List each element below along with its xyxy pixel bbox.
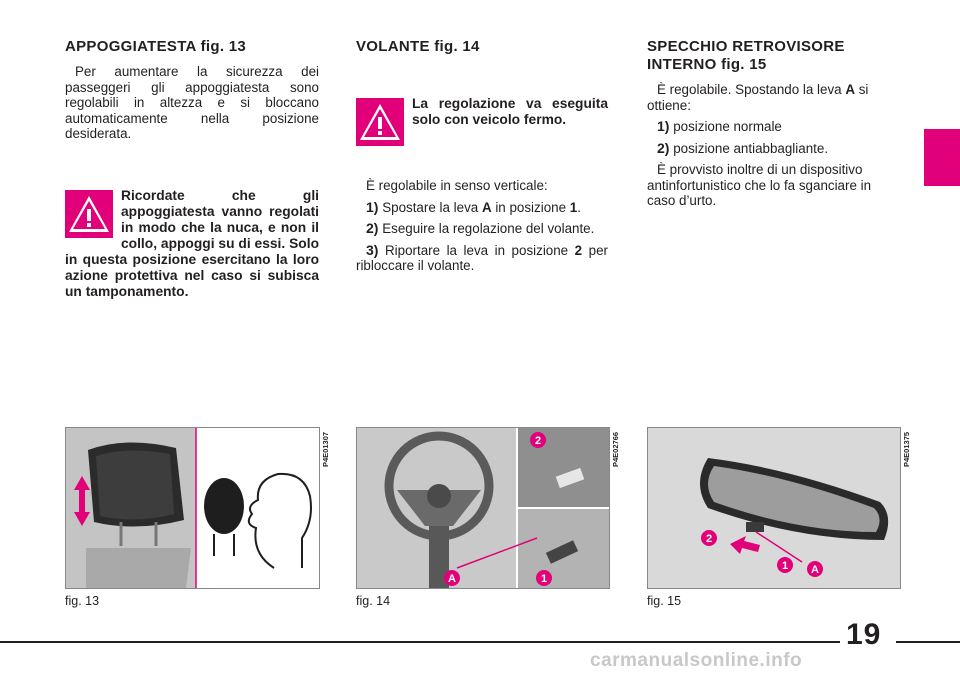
column-volante — [356, 38, 608, 280]
warning-text-volante: La regolazione va eseguita solo con veicolo fermo. — [412, 96, 608, 127]
figure-13-image — [65, 427, 320, 589]
svg-text:2: 2 — [705, 533, 713, 545]
section-title-volante: VOLANTE fig. 14 — [356, 38, 480, 55]
figure-13-code: P4E01307 — [321, 431, 330, 467]
page-number: 19 — [846, 618, 882, 651]
section-tab — [924, 129, 960, 186]
svg-text:1: 1 — [781, 560, 789, 572]
figure-13-caption: fig. 13 — [65, 594, 100, 608]
section-title-specchio: SPECCHIO RETROVISORE INTERNO fig. 15 — [647, 38, 845, 73]
watermark: carmanualsonline.info — [590, 650, 803, 671]
figure-14-code: P4E02766 — [611, 431, 620, 467]
warning-icon — [65, 190, 113, 238]
figure-15-caption: fig. 15 — [647, 594, 682, 608]
footer-rule — [0, 641, 840, 643]
paragraph-appoggiatesta: Per aumentare la sicurezza dei passeggeri gli appoggiatesta sono regolabili in altezza e si bloccano automaticamente nella posizione desiderata. — [65, 64, 319, 141]
paragraph-volante-intro: È regolabile in senso verticale: — [366, 178, 548, 193]
section-title-appoggiatesta: APPOGGIATESTA fig. 13 — [65, 38, 247, 55]
figure-14-image — [356, 427, 610, 589]
figure-14-caption: fig. 14 — [356, 594, 391, 608]
column-specchio — [647, 38, 899, 215]
item-2: 2) posizione antiabbagliante. — [657, 139, 829, 156]
warning-box-volante — [356, 96, 608, 128]
svg-text:A: A — [811, 564, 819, 576]
paragraph-specchio-extra: È provvisto inoltre di un dispositivo antinfortunistico che lo fa sganciare in caso d’urto. — [647, 162, 872, 208]
step-2: 2) Eseguire la regolazione del volante. — [366, 220, 595, 236]
figure-15-code: P4E01375 — [902, 431, 911, 467]
warning-text-appoggiatesta: Ricordate che gli appoggiatesta vanno regolati in modo che la nuca, e non il collo, appoggi su di essi. Solo in questa posizione esercitano la loro azione protettiva nel caso si subisca un tamponamento. — [65, 187, 319, 299]
svg-text:2: 2 — [534, 435, 542, 447]
column-appoggiatesta — [65, 38, 319, 300]
step-1: 1) Spostare la leva A in posizione 1. — [366, 198, 581, 215]
figure-15-image — [647, 427, 901, 589]
item-1: 1) posizione normale — [657, 118, 782, 134]
svg-text:1: 1 — [540, 573, 548, 585]
warning-box-appoggiatesta — [65, 188, 319, 300]
svg-text:A: A — [448, 573, 456, 585]
warning-icon — [356, 98, 404, 146]
paragraph-specchio-intro: È regolabile. Spostando la leva A si ottiene: — [647, 82, 869, 113]
step-3: 3) Riportare la leva in posizione 2 per ribloccare il volante. — [356, 241, 608, 273]
footer-rule-right — [896, 641, 960, 643]
